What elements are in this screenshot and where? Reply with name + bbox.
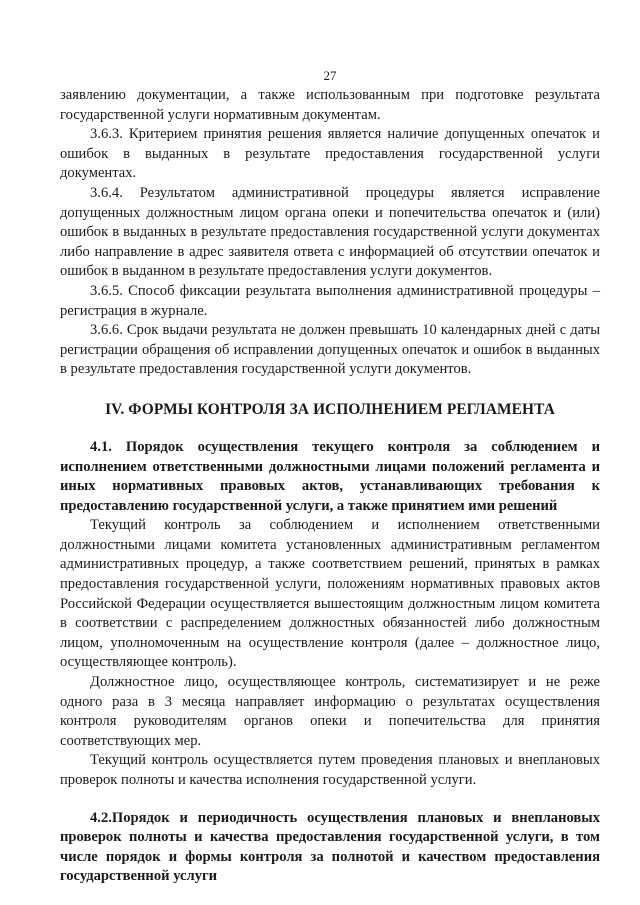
paragraph-4-1-c: Текущий контроль осуществляется путем проведения плановых и внеплановых проверок полноты и качества исполнения государственной услуги. <box>60 752 600 788</box>
section-title: IV. ФОРМЫ КОНТРОЛЯ ЗА ИСПОЛНЕНИЕМ РЕГЛАМЕНТА <box>105 400 555 418</box>
paragraph-4-1-a: Текущий контроль за соблюдением и исполнением ответственными должностными лицами комитета установленных административным регламентом административных процедур, а также соответствием решений, принятых в рамках предоставления государственной услуги, положениям нормативных правовых актов Российской Федерации осуществляется вышестоящим должностным лицом комитета в соответствии с распределением должностных обязанностей либо должностным лицом, уполномоченным на осуществление контроля (далее – должностное лицо, осуществляющее контроль). <box>60 517 600 671</box>
document-page <box>60 68 600 887</box>
subsection-4-1-heading: 4.1. Порядок осуществления текущего контроля за соблюдением и исполнением ответственными должностными лицами положений регламента и иных нормативных правовых актов, устанавливающих требования к предоставлению государственной услуги, а также принятием ими решений <box>60 438 600 514</box>
subsection-4-2-heading: 4.2.Порядок и периодичность осуществления плановых и внеплановых проверок полноты и качества предоставления государственной услуги, в том числе порядок и формы контроля за полнотой и качеством предоставления государственной услуги <box>60 809 600 885</box>
paragraph-3-6-3: 3.6.3. Критерием принятия решения является наличие допущенных опечаток и ошибок в выданных в результате предоставления государственной услуги документах. <box>60 126 600 182</box>
paragraph-4-1-b: Должностное лицо, осуществляющее контроль, систематизирует и не реже одного раза в 3 месяца направляет информацию о результатах осуществления контроля руководителям органов опеки и попечительства для принятия соответствующих мер. <box>60 674 600 749</box>
paragraph-3-6-5: 3.6.5. Способ фиксации результата выполнения административной процедуры – регистрация в журнале. <box>60 282 600 319</box>
page-number: 27 <box>323 68 337 83</box>
paragraph-3-6-4: 3.6.4. Результатом административной процедуры является исправление допущенных должностным лицом органа опеки и попечительства опечаток и (или) ошибок в выданных в результате предоставления государственной услуги документах либо направление в адрес заявителя ответа с информацией об отсутствии опечаток и ошибок в выданном в результате предоставления услуги документов. <box>60 184 600 280</box>
paragraph-continuation: заявлению документации, а также использованным при подготовке результата государственной услуги нормативным документам. <box>60 87 600 123</box>
paragraph-3-6-6: 3.6.6. Срок выдачи результата не должен превышать 10 календарных дней с даты регистрации обращения об исправлении допущенных опечаток и ошибок в выданных в результате предоставления государственной услуги документов. <box>60 322 600 378</box>
